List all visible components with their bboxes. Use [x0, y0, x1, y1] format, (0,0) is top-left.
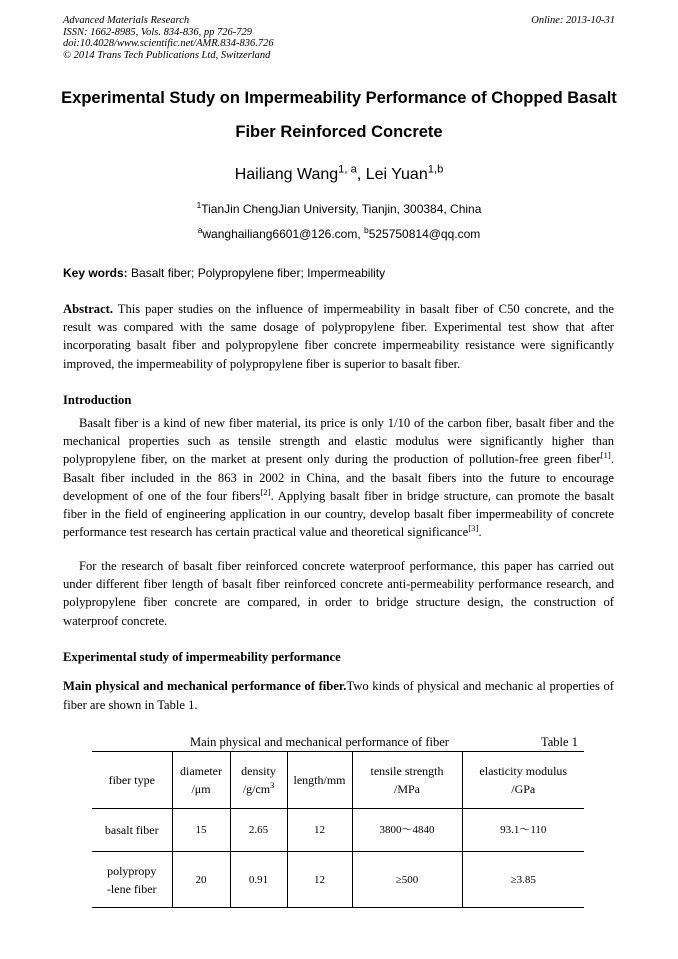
subsection-label: Main physical and mechanical performance of fiber. — [63, 679, 347, 693]
table-row — [92, 809, 584, 852]
table-caption: Main physical and mechanical performance of fiber — [190, 735, 449, 749]
keywords-text: Basalt fiber; Polypropylene fiber; Impermeability — [127, 266, 386, 280]
email-mark: b — [364, 225, 369, 235]
author-emails — [0, 227, 678, 241]
affiliation-text: TianJin ChengJian University, Tianjin, 300384, China — [201, 202, 482, 216]
header-cell: fiber type — [92, 752, 172, 809]
author-separator: , — [356, 166, 366, 183]
copyright-line: © 2014 Trans Tech Publications Ltd, Switzerland — [63, 49, 271, 61]
paper-title-line-2: Fiber Reinforced Concrete — [235, 123, 443, 141]
affiliation — [0, 202, 678, 216]
table-cell: ≥3.85 — [462, 852, 584, 908]
introduction-paragraph-1 — [63, 414, 614, 541]
author-name: Hailiang Wang — [234, 166, 339, 183]
subsection-paragraph — [63, 677, 614, 714]
email-link[interactable]: 525750814@qq.com — [368, 227, 481, 241]
section-heading-experimental: Experimental study of impermeability performance — [63, 650, 341, 664]
doi-line: doi:10.4028/www.scientific.net/AMR.834-836.726 — [63, 38, 274, 49]
email-link[interactable]: wanghailiang6601@126.com — [202, 227, 358, 241]
introduction-paragraph-2: For the research of basalt fiber reinforced concrete waterproof performance, this paper has carried out under different fiber length of basalt fiber reinforced concrete anti-permeability performance research, and polypropylene fiber concrete are compared, in order to bridge structure design, the construction of waterproof concrete. — [63, 559, 614, 628]
keywords-label: Key words: — [63, 266, 128, 280]
table-cell: 93.1～110 — [462, 809, 584, 852]
issn-line: ISSN: 1662-8985, Vols. 834-836, pp 726-729 — [63, 26, 252, 38]
table-cell: polypropy -lene fiber — [92, 852, 172, 908]
citation[interactable]: [1] — [600, 450, 611, 461]
header-cell: diameter /μm — [172, 752, 230, 809]
online-date: Online: 2013-10-31 — [531, 15, 615, 26]
header-cell: elasticity modulus /GPa — [462, 752, 584, 809]
table-header-row — [92, 752, 584, 809]
keywords — [63, 266, 385, 280]
paragraph-text: . Applying basalt fiber in bridge structure, can promote the basalt fiber in the field of engineering application in our country, develop basalt fiber impermeability of concrete performance test research has certain practical value and theoretical significance — [63, 488, 614, 540]
affiliation-mark: 1 — [196, 200, 202, 210]
table-cell: 20 — [172, 852, 230, 908]
table-number: Table 1 — [541, 735, 578, 749]
section-heading-introduction: Introduction — [63, 393, 132, 407]
journal-name: Advanced Materials Research — [63, 15, 190, 26]
table-cell: 12 — [287, 809, 352, 852]
table-cell: basalt fiber — [92, 809, 172, 852]
email-separator: , — [357, 227, 365, 241]
table-cell: 2.65 — [230, 809, 287, 852]
header-cell: length/mm — [287, 752, 352, 809]
table-cell: 12 — [287, 852, 352, 908]
header-cell: tensile strength /MPa — [352, 752, 462, 809]
abstract-label: Abstract. — [63, 302, 114, 316]
citation[interactable]: [2] — [260, 486, 271, 497]
email-mark: a — [197, 225, 203, 235]
citation[interactable]: [3] — [468, 523, 479, 534]
author-list — [0, 163, 678, 184]
author-affiliation-mark: 1, a — [338, 163, 357, 176]
header-cell: density $/g/cm^3$ — [230, 752, 287, 809]
subsection-text: Two kinds of physical and mechanic al properties of fiber are shown in Table 1. — [63, 679, 614, 712]
table-cell: 3800～4840 — [352, 809, 462, 852]
author-affiliation-mark: 1,b — [427, 163, 444, 176]
paragraph-text: Basalt fiber is a kind of new fiber material, its price is only 1/10 of the carbon fiber, basalt fiber and the mechanical properties such as tensile strength and elastic modulus were significantly higher than polypropylene fiber, on the market at present only during the production of pollution-free green fiber — [63, 416, 614, 467]
paragraph-text: . Basalt fiber included in the 863 in 2002 in China, and the basalt fibers into the future to encourage development of one of the four fibers — [63, 452, 614, 503]
fiber-properties-table — [92, 751, 584, 908]
table-cell: 15 — [172, 809, 230, 852]
paper-title-line-1: Experimental Study on Impermeability Performance of Chopped Basalt — [61, 89, 617, 107]
table-row — [92, 852, 584, 908]
author-name: Lei Yuan — [365, 166, 428, 183]
abstract-text: This paper studies on the influence of impermeability in basalt fiber of C50 concrete, and the result was compared with the same dosage of polypropylene fiber. Experimental test show that after incorporating basalt fiber and polypropylene fiber concrete impermeability resistance were significantly improved, the impermeability of polypropylene fiber is superior to basalt fiber. — [63, 302, 614, 371]
table-cell: 0.91 — [230, 852, 287, 908]
abstract — [63, 300, 614, 373]
journal-header — [63, 15, 274, 61]
table-cell: ≥500 — [352, 852, 462, 908]
paragraph-text: . — [478, 525, 482, 540]
